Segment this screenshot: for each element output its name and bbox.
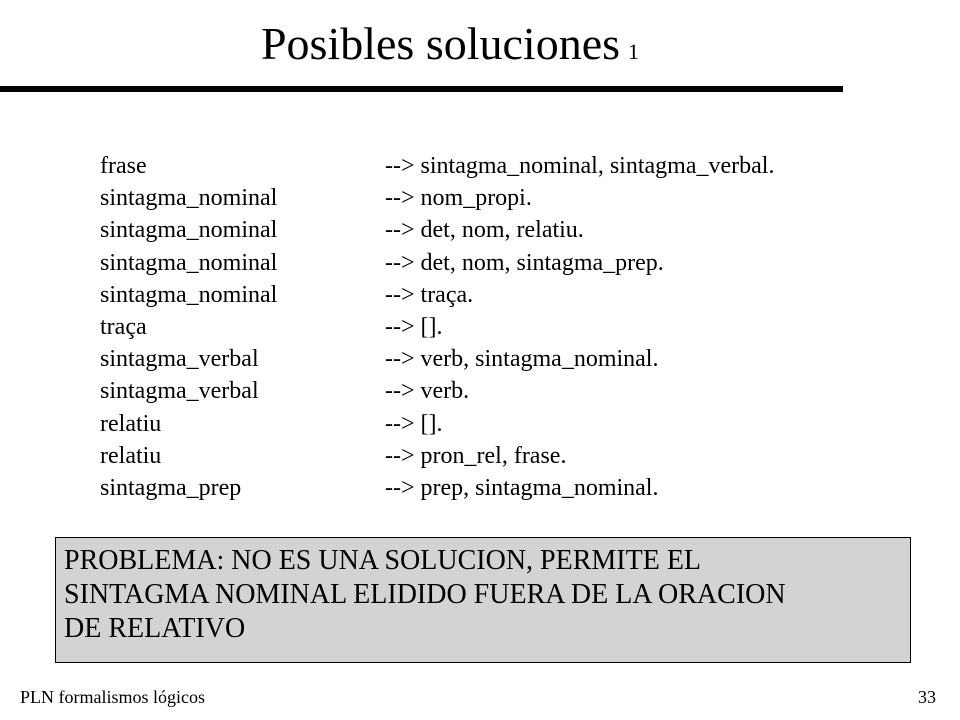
rule-head: sintagma_nominal [100,185,278,212]
rule-body: --> pron_rel, frase. [385,442,567,469]
rule-row [100,150,774,182]
rule-head: sintagma_nominal [100,217,278,244]
rule-head: sintagma_nominal [100,281,278,308]
rule-body: --> []. [385,314,443,341]
rule-head: relatiu [100,442,162,469]
rule-row [100,472,774,504]
footer-course-label: PLN formalismos lógicos [20,687,205,707]
rule-body: --> prep, sintagma_nominal. [385,475,659,502]
rule-head: frase [100,153,147,179]
rule-row [100,375,774,407]
page-number: 33 [918,687,936,707]
slide-title [0,14,900,82]
rule-body: --> det, nom, relatiu. [385,217,584,244]
rule-row [100,247,774,279]
rule-head: traça [100,314,147,341]
rule-body: --> nom_propi. [385,185,532,212]
slide-title-subscript: 1 [628,39,640,64]
rule-row [100,311,774,343]
slide-title-text: Posibles soluciones [260,18,621,69]
rule-row [100,214,774,246]
rule-body: --> sintagma_nominal, sintagma_verbal. [385,153,775,179]
title-underline [0,86,843,92]
rule-body: --> verb. [385,378,470,405]
rule-body: --> []. [385,410,443,437]
rule-row [100,343,774,375]
rule-head: sintagma_verbal [100,346,259,373]
rule-head: sintagma_nominal [100,249,278,276]
rule-body: --> det, nom, sintagma_prep. [385,249,664,276]
problem-callout: PROBLEMA: NO ES UNA SOLUCION, PERMITE EL SINTAGMA NOMINAL ELIDIDO FUERA DE LA ORACION DE RELATIVO [55,537,911,663]
rule-row [100,182,774,214]
rule-body: --> traça. [385,281,474,308]
rule-head: relatiu [100,410,162,437]
rule-head: sintagma_verbal [100,378,259,405]
rule-head: sintagma_prep [100,475,242,502]
rule-row [100,440,774,472]
rule-row [100,279,774,311]
rule-row [100,408,774,440]
rule-body: --> verb, sintagma_nominal. [385,346,659,373]
grammar-rules [100,150,774,504]
